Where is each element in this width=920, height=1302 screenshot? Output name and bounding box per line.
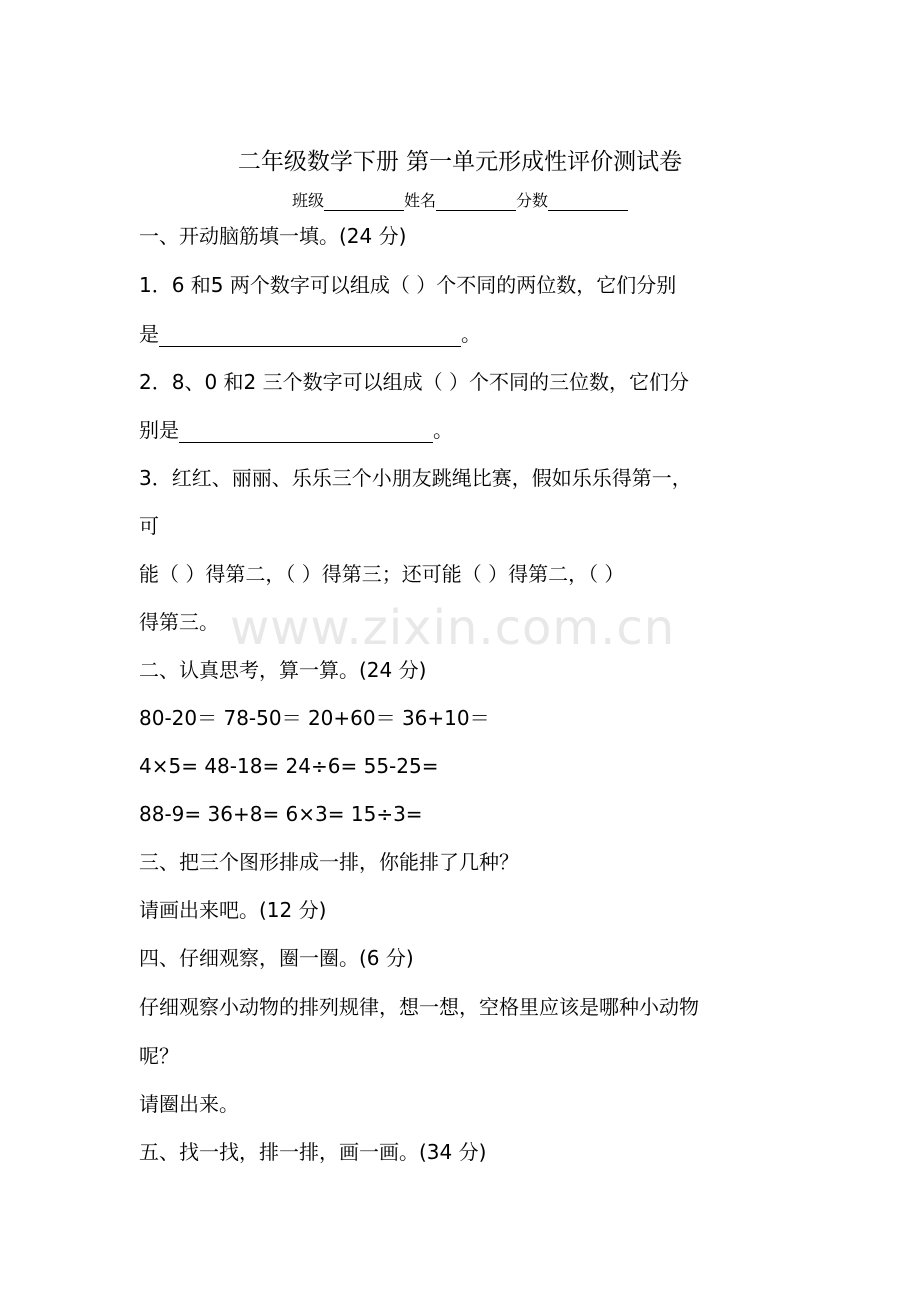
section-4-heading: 四、仔细观察，圈一圈。(6 分) [139,946,414,970]
question-1-answer-blank[interactable] [159,326,461,347]
section-2-heading: 二、认真思考，算一算。(24 分) [139,658,427,682]
score-label: 分数 [516,191,549,210]
name-label: 姓名 [403,191,436,210]
question-3-line-2: 可 [139,514,159,538]
question-1-line-2 [139,321,481,347]
question-1-line-1: 1．6 和5 两个数字可以组成（ ）个不同的两位数，它们分别 [139,273,677,297]
student-info-row [0,188,920,211]
page-title: 二年级数学下册 第一单元形成性评价测试卷 [237,149,683,175]
question-1-suffix: 。 [461,322,481,346]
section-3-instruction: 请画出来吧。(12 分) [139,898,327,922]
question-2-line-1: 2．8、0 和2 三个数字可以组成（ ）个不同的三位数，它们分 [139,370,689,394]
section-3-heading: 三、把三个图形排成一排，你能排了几种？ [139,850,519,874]
question-3-line-3: 能（ ）得第二，（ ）得第三；还可能（ ）得第二，（ ） [139,562,625,586]
section-5-heading: 五、找一找，排一排，画一画。(34 分) [139,1140,487,1164]
question-1-prefix: 是 [139,322,159,346]
calc-row-3: 88-9= 36+8= 6×3= 15÷3= [139,802,423,826]
question-3-line-4: 得第三。 [139,610,219,634]
class-blank[interactable] [324,193,404,211]
section-4-line-2: 呢？ [139,1044,179,1068]
section-1-heading: 一、开动脑筋填一填。(24 分) [139,224,407,248]
question-2-suffix: 。 [433,418,453,442]
calc-row-1: 80-20＝ 78-50＝ 20+60＝ 36+10＝ [139,706,490,730]
calc-row-2: 4×5= 48-18= 24÷6= 55-25= [139,754,439,778]
section-4-line-1: 仔细观察小动物的排列规律，想一想，空格里应该是哪种小动物 [139,995,699,1019]
score-blank[interactable] [548,193,628,211]
class-label: 班级 [291,191,324,210]
name-blank[interactable] [436,193,516,211]
watermark-text: www.zixin.com.cn [230,600,676,656]
question-2-answer-blank[interactable] [179,422,433,443]
question-2-prefix: 别是 [139,418,179,442]
section-4-line-3: 请圈出来。 [139,1092,239,1116]
question-3-line-1: 3．红红、丽丽、乐乐三个小朋友跳绳比赛，假如乐乐得第一， [139,466,692,490]
question-2-line-2 [139,417,453,443]
